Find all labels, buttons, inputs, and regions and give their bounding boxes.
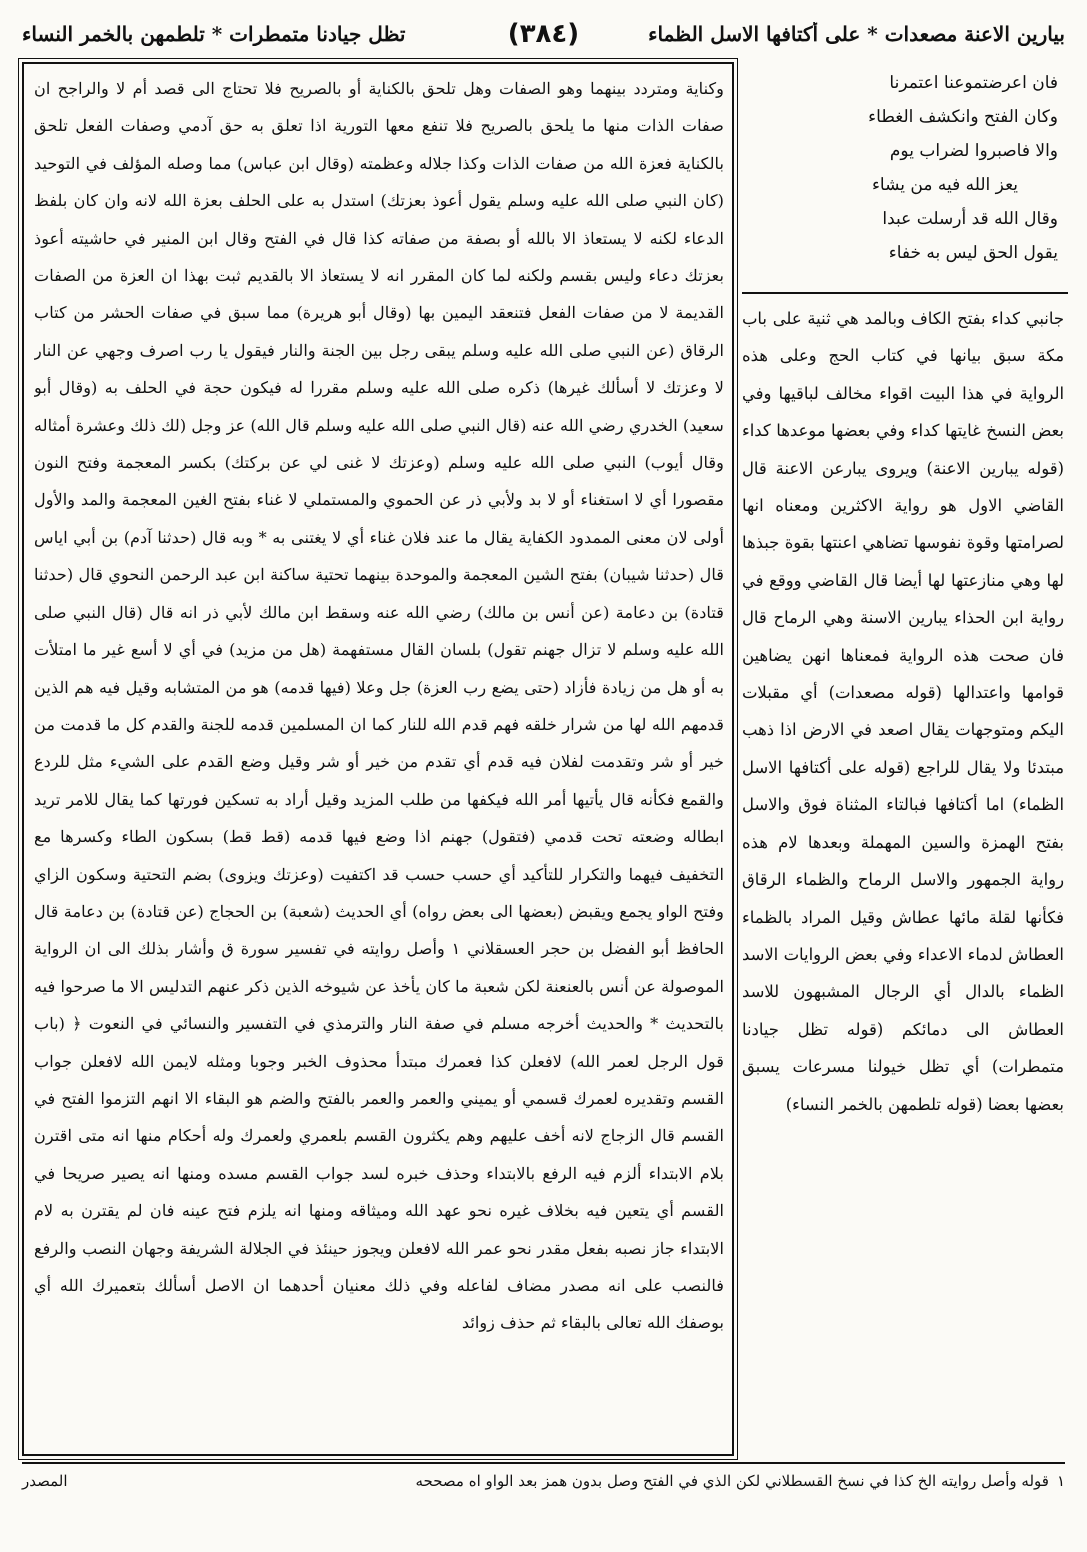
poem-line: فان اعرضتموعنا اعتمرنا (889, 73, 1058, 93)
page-number: (٣٨٤) (507, 19, 580, 49)
poem-line: يعز الله فيه من يشاء (871, 175, 1018, 195)
footnote-text: قوله وأصل روايته الخ كذا في نسخ القسطلاني لكن الذي في الفتح وصل بدون همز بعد الواو اه مصححه (415, 1472, 1049, 1490)
margin-commentary-column (742, 62, 1068, 1452)
margin-divider (742, 292, 1068, 294)
margin-poem (742, 62, 1068, 288)
main-commentary-text: وكناية ومتردد بينهما وهو الصفات وهل تلحق بالكناية أو بالصريح فلا تحتاج الى قصد أم لا والراجح ان صفات الذات منها ما يلحق بالصريح فلا تنفع معها التورية اذا تعلق به حق آدمي وصفات الفعل تلحق بالكناية فعزة الله من صفات الذات وكذا جلاله وعظمته (وقال ابن عباس) مما وصله المؤلف في التوحيد (كان النبي صلى الله عليه وسلم يقول أعوذ بعزتك) استدل به على الحلف بعزة الله لانه وان كان بلفظ الدعاء لكنه لا يستعاذ الا بالله أو بصفة من صفاته كذا قال في الفتح وقال ابن المنير في حاشيته أعوذ بعزتك دعاء وليس بقسم ولكنه لما كان المقرر انه لا يستعاذ الا بالقديم ثبت بهذا ان العزة من الصفات القديمة لا من صفات الفعل فتنعقد اليمين بها (وقال أبو هريرة) مما سبق في صفات الحشر من كتاب الرقاق (عن النبي صلى الله عليه وسلم يبقى رجل بين الجنة والنار فيقول يا رب اصرف وجهي عن النار لا وعزتك لا أسألك غيرها) ذكره صلى الله عليه وسلم مقررا له فيكون حجة في الحلف به (وقال أبو سعيد) الخدري رضي الله عنه (قال النبي صلى الله عليه وسلم قال الله) عز وجل (لك ذلك وعشرة أمثاله وقال أيوب) النبي صلى الله عليه وسلم (وعزتك لا غنى لي عن بركتك) بكسر المعجمة وفتح النون مقصورا أي لا استغناء أو لا بد ولأبي ذر عن الحموي والمستملي لا غناء بفتح الغين المعجمة والمد والأول أولى لان معنى الممدود الكفاية يقال ما عند فلان غناء أي لا يغتنى به * وبه قال (حدثنا آدم) بن أبي اياس قال (حدثنا شيبان) بفتح الشين المعجمة والموحدة بينهما تحتية ساكنة ابن عبد الرحمن النحوي قال (حدثنا قتادة) بن دعامة (عن أنس بن مالك) رضي الله عنه وسقط ابن مالك لأبي ذر انه قال (قال النبي صلى الله عليه وسلم لا تزال جهنم تقول) بلسان القال مستفهمة (هل من مزيد) في أي لا أسع غير ما امتلأت به أو هل من زيادة فأزاد (حتى يضع رب العزة) جل وعلا (فيها قدمه) هو من المتشابه وقيل فيه هم الذين قدمهم الله لها من شرار خلقه فهم قدم الله للنار كما ان المسلمين قدمه للجنة والقدم كل ما قدمت من خير أو شر وتقدمت لفلان فيه قدم أي تقدم من خير أو شر وقيل وضع القدم على الشيء مثل للردع والقمع فكأنه قال يأتيها أمر الله فيكفها من طلب المزيد وقيل أراد به تسكين فورتها كما يقال للامر تريد ابطاله وضعته تحت قدمي (فتقول) جهنم اذا وضع فيها قدمه (قط قط) بسكون الطاء وكسرها مع التخفيف فيهما والتكرار للتأكيد أي حسب حسب قد اكتفيت (وعزتك ويزوى) بضم التحتية وسكون الزاي وفتح الواو يجمع ويقبض (بعضها الى بعض رواه) أي الحديث (شعبة) بن الحجاج (عن قتادة) بن دعامة قال الحافظ أبو الفضل بن حجر العسقلاني ١ وأصل روايته في تفسير سورة ق وأشار بذلك الى ان الرواية الموصولة عن أنس بالعنعنة لكن شعبة ما كان يأخذ عن شيوخه الذين ذكر عنهم التدليس الا ما صرحوا فيه بالتحديث * والحديث أخرجه مسلم في صفة النار والترمذي في التفسير والنسائي في النعوت ﴿ (باب قول الرجل لعمر الله) لافعلن كذا فعمرك مبتدأ محذوف الخبر وجوبا ومثله لايمن الله لافعلن جواب القسم وتقديره لعمرك قسمي أو يميني والعمر والعمر بالفتح والضم هو البقاء الا انهم التزموا الفتح في القسم قال الزجاج لانه أخف عليهم وهم يكثرون القسم بلعمري ولعمرك وله أحكام منها انه متى اقترن بلام الابتداء ألزم فيه الرفع بالابتداء وحذف خبره لسد جواب القسم مسده ومنها انه يصير صريحا في القسم أي يتعين فيه بخلاف غيره نحو عهد الله وميثاقه ومنها انه يلزم فتح عينه فان لم يقترن به لام الابتداء جاز نصبه بفعل مقدر نحو عمر الله لافعلن ويجوز حينئذ في الجلالة الشريفة وجهان النصب والرفع فالنصب على انه مصدر مضاف لفاعله وفي ذلك معنيان أحدهما ان الاصل أسألك بتعميرك الله أي بوصفك الله تعالى بالبقاء ثم حذف زوائد (34, 79, 724, 1333)
poem-line: والا فاصبروا لضراب يوم (889, 141, 1058, 161)
footnote-marker: ١ (1056, 1472, 1065, 1490)
poem-line: وقال الله قد أرسلت عبدا (882, 209, 1058, 229)
main-text-column (34, 70, 724, 1448)
catchword: المصدر (22, 1472, 68, 1490)
poem-line: يقول الحق ليس به خفاء (888, 243, 1058, 263)
footnote-divider (22, 1462, 1065, 1464)
margin-commentary-text: جانبي كداء بفتح الكاف وبالمد هي ثنية على باب مكة سبق بيانها في كتاب الحج وعلى هذه الرواية في هذا البيت اقواء مخالف لباقيها وفي بعض النسخ غايتها كداء وفي بعضها موعدها كداء (قوله يبارين الاعنة) ويروى يبارعن الاعنة قال القاضي الاول هو رواية الاكثرين ومعناه انها لصرامتها وقوة نفوسها تضاهي اعنتها بقوة جبذها لها وهي منازعتها لها أيضا قال القاضي ووقع في رواية ابن الحذاء يبارين الاسنة وهي الرماح قال فان صحت هذه الرواية فمعناها انهن يضاهين قوامها واعتدالها (قوله مصعدات) أي مقبلات اليكم ومتوجهات يقال اصعد في الارض اذا ذهب مبتدئا ولا يقال للراجع (قوله على أكتافها الاسل الظماء) اما أكتافها فبالتاء المثناة فوق والاسل بفتح الهمزة والسين المهملة وبعدها لام هذه رواية الجمهور والاسل الرماح والظماء الرقاق فكأنها لقلة مائها عطاش وقيل المراد بالظماء العطاش لدماء الاعداء وفي بعض الروايات الاسد الظماء بالدال أي الرجال المشبهون للاسد العطاش الى دمائكم (قوله تظل جيادنا متمطرات) أي تظل خيولنا مسرعات يسبق بعضها بعضا (قوله تلطمهن بالخمر النساء) (742, 309, 1064, 1114)
poem-line: وكان الفتح وانكشف الغطاء (868, 107, 1058, 127)
header-verse-right: بيارين الاعنة مصعدات * على أكتافها الاسل الظماء (648, 22, 1065, 46)
page-header (22, 8, 1065, 60)
footnote (22, 1470, 1065, 1510)
header-verse-left: تظل جيادنا متمطرات * تلطمهن بالخمر النساء (21, 22, 406, 46)
